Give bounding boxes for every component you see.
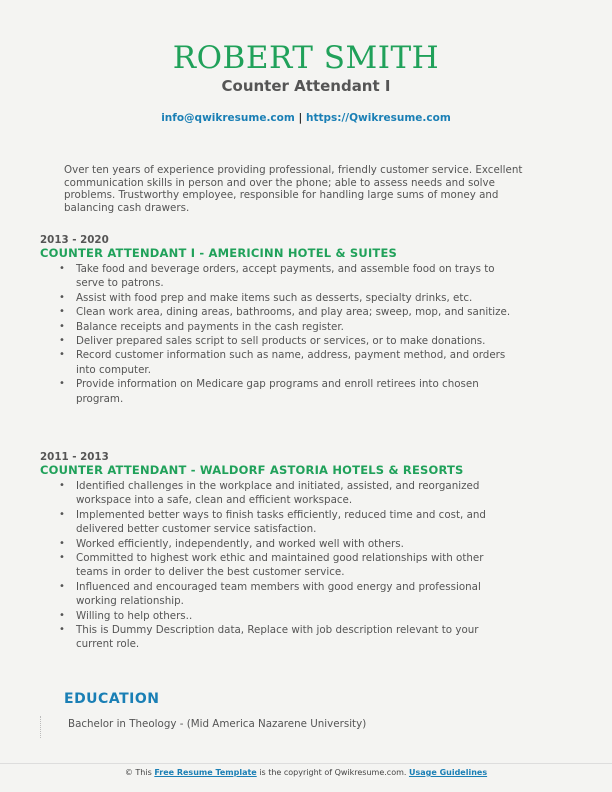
summary-text: Over ten years of experience providing professional, friendly customer service. Excellent communication skills in person and over the phone; able to assess needs and solve problems. Trustworthy employee, responsible for handling large sums of money and balancing cash drawers.	[64, 164, 523, 214]
free-resume-template-link[interactable]: Free Resume Template	[154, 768, 257, 777]
job-bullet: • Deliver prepared sales script to sell products or services, or to make donations.	[59, 335, 486, 348]
usage-guidelines-link[interactable]: Usage Guidelines	[408, 768, 488, 777]
bullet-icon: •	[59, 378, 65, 390]
job-bullet: • Worked efficiently, independently, and worked well with others.	[59, 537, 404, 550]
job-bullet: • Assist with food prep and make items such as desserts, specialty drinks, etc.	[59, 291, 473, 304]
job-bullet: • Take food and beverage orders, accept payments, and assemble food on trays to serve to patrons.	[59, 263, 495, 290]
job-bullet: • Identified challenges in the workplace and initiated, assisted, and reorganized workspace into a safe, clean and efficient workspace.	[59, 480, 480, 507]
footer-prefix: © This	[124, 768, 152, 777]
footer-middle: is the copyright of Qwikresume.com.	[259, 768, 407, 777]
candidate-title: Counter Attendant I	[221, 77, 391, 95]
education-divider	[40, 716, 42, 738]
job-bullet: • Influenced and encouraged team members with good energy and professional working relationship.	[59, 580, 481, 608]
bullet-icon: •	[59, 335, 65, 347]
contact-line	[0, 111, 612, 125]
job-bullet: • Clean work area, dining areas, bathrooms, and play area; sweep, mop, and sanitize.	[59, 306, 511, 319]
bullet-icon: •	[59, 480, 65, 491]
job-title: COUNTER ATTENDANT I - AMERICINN HOTEL & SUITES	[40, 246, 398, 260]
job-dates: 2013 - 2020	[40, 234, 109, 246]
bullet-icon: •	[59, 552, 65, 564]
email-link[interactable]: info@qwikresume.com	[161, 112, 295, 124]
job-dates: 2011 - 2013	[40, 451, 109, 463]
bullet-icon: •	[59, 349, 65, 361]
job-bullet: • Willing to help others..	[59, 609, 193, 622]
footer-divider	[0, 763, 612, 764]
bullet-icon: •	[59, 320, 65, 332]
job-bullets	[40, 262, 540, 406]
job-entry-1	[40, 234, 540, 406]
candidate-name: ROBERT SMITH	[172, 40, 440, 76]
job-title: COUNTER ATTENDANT - WALDORF ASTORIA HOTELS & RESORTS	[40, 463, 464, 477]
job-bullet: • Record customer information such as name, address, payment method, and orders into computer.	[59, 349, 506, 376]
bullet-icon: •	[59, 508, 65, 520]
bullet-icon: •	[59, 580, 65, 592]
education-heading: EDUCATION	[64, 691, 160, 707]
bullet-icon: •	[59, 263, 65, 274]
contact-separator: |	[298, 112, 303, 124]
job-bullet: • This is Dummy Description data, Replace with job description relevant to your current role.	[59, 624, 479, 651]
job-bullets	[40, 479, 540, 652]
bullet-icon: •	[59, 537, 65, 549]
job-bullet: • Implemented better ways to finish tasks efficiently, reduced time and cost, and delivered better customer service satisfaction.	[59, 508, 486, 536]
job-bullet: • Provide information on Medicare gap programs and enroll retirees into chosen program.	[59, 378, 479, 405]
job-bullet: • Balance receipts and payments in the cash register.	[59, 320, 344, 333]
bullet-icon: •	[59, 306, 65, 318]
bullet-icon: •	[59, 291, 65, 303]
job-bullet: • Committed to highest work ethic and maintained good relationships with other teams in order to deliver the best customer service.	[59, 552, 484, 579]
education-item: Bachelor in Theology - (Mid America Nazarene University)	[68, 718, 367, 730]
bullet-icon: •	[59, 624, 65, 636]
bullet-icon: •	[59, 609, 65, 621]
website-link[interactable]: https://Qwikresume.com	[305, 112, 451, 124]
job-entry-2	[40, 451, 540, 652]
footer	[0, 768, 612, 778]
